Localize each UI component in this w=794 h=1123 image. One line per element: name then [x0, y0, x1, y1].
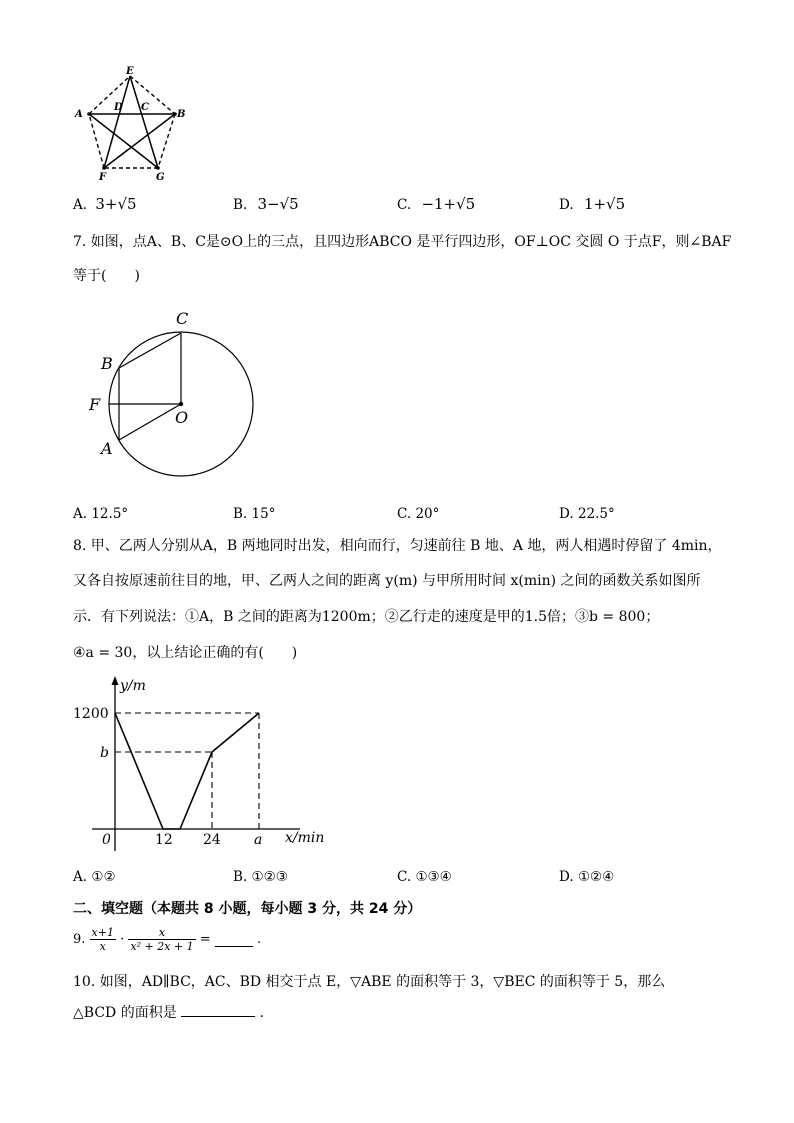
option-letter: C. [397, 197, 412, 213]
option-expr: −1+√5 [421, 195, 476, 213]
label-E: E [126, 66, 134, 77]
q10-stem-line1: 10. 如图，AD∥BC，AC、BD 相交于点 E，▽ABE 的面积等于 3，▽BEC 的面积等于 5，那么 [73, 974, 666, 990]
q9-answer-blank[interactable] [215, 932, 253, 947]
q9 [73, 926, 261, 953]
q6-option-a[interactable] [73, 195, 137, 213]
option-value: ①②③ [251, 869, 288, 885]
option-letter: A. [73, 197, 88, 213]
q6-option-b[interactable] [233, 195, 299, 213]
q9-dot: · [120, 932, 125, 947]
option-letter: C. [397, 506, 412, 522]
q9-number: 9. [73, 932, 86, 947]
option-letter: D. [559, 506, 574, 522]
q7-stem-line1: 7. 如图，点A、B、C是⊙O上的三点，且四边形ABCO 是平行四边形，OF⊥OC 交圆 O 于点F，则∠BAF [73, 234, 732, 250]
x-tick-24: 24 [203, 832, 221, 848]
option-expr: 1+√5 [583, 195, 626, 213]
q10-line2-prefix: △BCD 的面积是 [73, 1005, 177, 1021]
x-tick-12: 12 [155, 832, 173, 848]
label-C: C [141, 102, 149, 113]
q9-fraction-2 [128, 926, 195, 953]
option-letter: A. [73, 869, 88, 885]
q10-stem-line2 [73, 1002, 264, 1023]
y-tick-1200: 1200 [73, 706, 109, 722]
q8-stem-line2: 又各自按原速前往目的地，甲、乙两人之间的距离 y(m) 与甲所用时间 x(min) 之间的函数关系如图所 [73, 573, 701, 589]
q6-option-d[interactable] [559, 195, 625, 213]
y-axis-label: y/m [120, 678, 146, 694]
function-line [115, 713, 259, 829]
fraction-denominator: x [99, 940, 106, 953]
option-value: ①③④ [415, 869, 452, 885]
q10-line2-end: . [259, 1005, 265, 1021]
label-C: C [176, 309, 189, 328]
option-value: 22.5° [577, 506, 615, 522]
option-letter: D. [559, 197, 574, 213]
q7-option-d[interactable] [559, 506, 615, 522]
x-tick-a: a [254, 832, 263, 848]
q7-stem-line2: 等于( ) [73, 268, 140, 284]
option-letter: B. [233, 506, 248, 522]
circle-figure [84, 306, 264, 481]
q8-option-a[interactable] [73, 869, 116, 885]
label-B: B [177, 109, 186, 120]
q8-option-d[interactable] [559, 869, 614, 885]
label-F: F [99, 172, 107, 182]
fraction-numerator: x [128, 926, 195, 940]
dashed-pentagon [89, 76, 175, 168]
option-letter: A. [73, 506, 88, 522]
q7-option-c[interactable] [397, 506, 439, 522]
q10-answer-blank[interactable] [181, 1002, 255, 1017]
x-axis-label: x/min [285, 830, 325, 846]
q7-option-a[interactable] [73, 506, 128, 522]
q8-option-b[interactable] [233, 869, 288, 885]
x-tick-0: 0 [102, 832, 111, 848]
option-letter: D. [559, 869, 574, 885]
section-heading-fill-in: 二、填空题（本题共 8 小题，每小题 3 分，共 24 分） [73, 901, 422, 917]
y-tick-b: b [100, 745, 109, 761]
fraction-numerator: x+1 [91, 926, 114, 939]
segment-bc [119, 333, 181, 368]
y-axis-arrow [112, 676, 119, 685]
q7-option-b[interactable] [233, 506, 275, 522]
option-expr: 3+√5 [95, 195, 137, 213]
label-F: F [89, 395, 101, 414]
option-value: ①② [91, 869, 116, 885]
q6-option-c[interactable] [397, 195, 475, 213]
distance-time-graph [70, 676, 335, 856]
q9-end: . [256, 932, 262, 947]
label-A: A [75, 109, 83, 120]
option-value: ①②④ [577, 869, 615, 885]
option-expr: 3−√5 [257, 195, 299, 213]
option-value: 12.5° [91, 506, 129, 522]
option-value: 20° [415, 506, 440, 522]
option-letter: C. [397, 869, 412, 885]
label-G: G [156, 172, 165, 182]
option-letter: B. [233, 197, 248, 213]
q9-fraction-1 [90, 926, 116, 953]
option-value: 15° [251, 506, 276, 522]
q8-stem-line3: 示．有下列说法：①A，B 之间的距离为1200m；②乙行走的速度是甲的1.5倍；③b = 800； [73, 609, 660, 625]
label-B: B [101, 354, 113, 373]
q8-stem-line1: 8. 甲、乙两人分别从A，B 两地同时出发，相向而行，匀速前往 B 地、A 地，两人相遇时停留了 4min， [73, 538, 722, 554]
label-D: D [114, 102, 123, 113]
pentagram-figure [72, 64, 188, 182]
q8-option-c[interactable] [397, 869, 452, 885]
segment-ao [119, 404, 181, 440]
q8-stem-line4: ④a = 30，以上结论正确的有( ) [73, 645, 298, 661]
label-A: A [101, 439, 113, 458]
option-letter: B. [233, 869, 248, 885]
fraction-denominator: x² + 2x + 1 [130, 940, 194, 953]
label-O: O [175, 408, 189, 427]
q9-equals: = [199, 932, 211, 947]
